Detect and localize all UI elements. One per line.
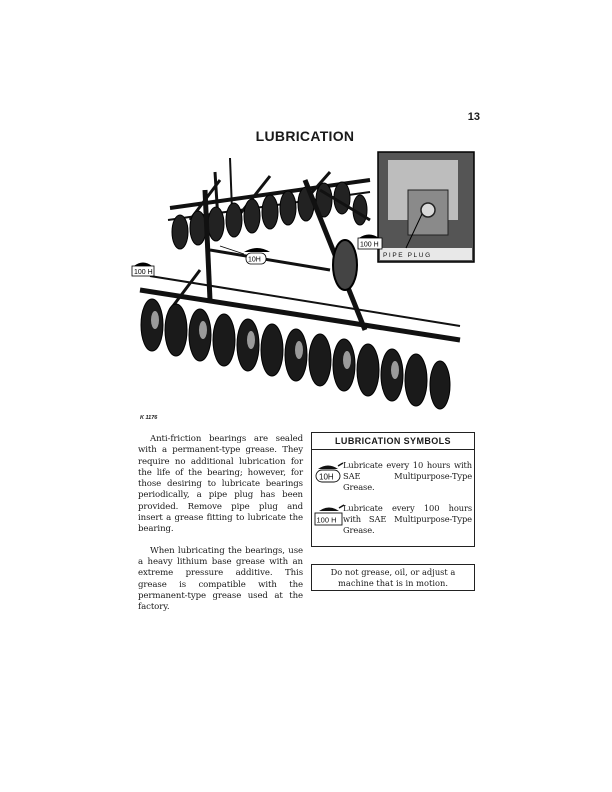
disc-harrow-illustration (130, 150, 485, 422)
pipe-plug-label: PIPE PLUG (383, 252, 432, 259)
svg-text:100 H: 100 H (134, 269, 153, 276)
svg-text:10H: 10H (319, 472, 334, 482)
oil-can-10h-icon (314, 460, 344, 486)
symbol-text-10h: Lubricate every 10 hours with SAE Multipurpose-Type Grease. (343, 460, 472, 492)
rear-discs (172, 182, 367, 249)
paragraph-grease: When lubricating the bearings, use a heavy lithium base grease with an extreme pressure additive. This grease is compatible with the permanent-type grease used at the factory. (138, 545, 303, 613)
callout-100h-left (132, 263, 154, 277)
svg-text:100 H: 100 H (316, 515, 337, 525)
warning-box: Do not grease, oil, or adjust a machine that is in motion. (311, 564, 475, 591)
svg-text:100 H: 100 H (360, 241, 379, 249)
lubrication-symbols-box (311, 432, 475, 547)
body-text (138, 434, 303, 623)
oil-can-100h-icon (314, 503, 344, 529)
hitch-wheel (333, 240, 357, 290)
pipe-plug-inset (378, 152, 474, 262)
page-number: 13 (467, 111, 480, 123)
paragraph-bearings: Anti-friction bearings are sealed with a permanent-type grease. They require no additional lubrication for the life of the bearing; however, for those desiring to lubricate bearings periodically, a pipe plug has been provided. Remove pipe plug and insert a grease fitting to lubricate the bearing. (138, 434, 303, 535)
page-title: LUBRICATION (255, 128, 355, 144)
figure-code: K 1176 (140, 415, 158, 421)
svg-text:10H: 10H (248, 256, 261, 264)
symbols-title: LUBRICATION SYMBOLS (312, 433, 474, 450)
symbol-text-100h: Lubricate every 100 hours with SAE Multipurpose-Type Grease. (343, 503, 472, 535)
